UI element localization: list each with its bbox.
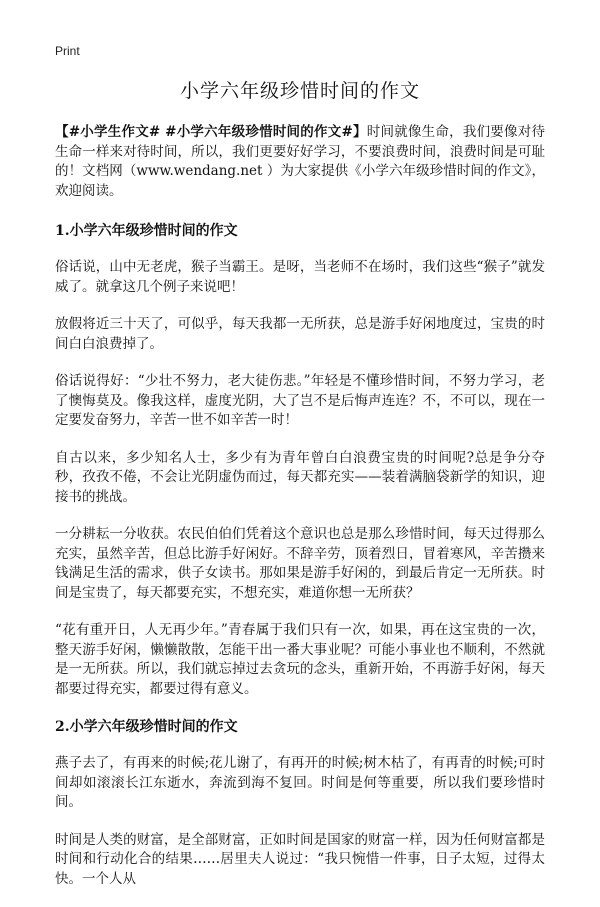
paragraph: 时间是人类的财富，是全部财富，正如时间是国家的财富一样，因为任何财富都是时间和行动化合的结果……居里夫人说过：“我只惋惜一件事，日子太短，过得太快。一个人从 [55, 831, 545, 887]
paragraph: 自古以来，多少知名人士，多少有为青年曾白白浪费宝贵的时间呢?总是争分夺秒，孜孜不倦，不会让光阴虚伪而过，每天都充实——装着满脑袋新学的知识，迎接书的挑战。 [55, 449, 545, 505]
paragraph: 俗话说得好：“少壮不努力，老大徒伤悲。”年轻是不懂珍惜时间，不努力学习，老了懊悔莫及。像我这样，虚度光阴，大了岂不是后悔声连连？不，不可以，现在一定要发奋努力，辛苦一世不如辛苦一时！ [55, 373, 545, 428]
paragraph: 放假将近三十天了，可似乎，每天我都一无所获，总是游手好闲地度过，宝贵的时间白白浪费掉了。 [55, 316, 545, 352]
paragraph: 一分耕耘一分收获。农民伯伯们凭着这个意识也总是那么珍惜时间，每天过得那么充实，虽然辛苦，但总比游手好闲好。不辞辛劳，顶着烈日，冒着寒风，辛苦攒来钱满足生活的需求，供子女读书。那如果是游手好闲的，到最后肯定一无所获。时间是宝贵了，每天都要充实，不想充实，难道你想一无所获？ [55, 526, 545, 601]
section-heading-1: 1.小学六年级珍惜时间的作文 [55, 223, 238, 239]
article-title: 小学六年级珍惜时间的作文 [179, 80, 420, 102]
intro-paragraph [55, 123, 545, 201]
article [55, 78, 545, 907]
print-link[interactable]: Print [55, 44, 80, 58]
paragraph: 俗话说，山中无老虎，猴子当霸王。是呀，当老师不在场时，我们这些“猴子”就发威了。就拿这几个例子来说吧！ [55, 259, 545, 295]
paragraph: “花有重开日，人无再少年。”青春属于我们只有一次，如果，再在这宝贵的一次，整天游手好闲，懒懒散散，怎能干出一番大事业呢？可能小事业也不顺利，不然就是一无所获。所以，我们就忘掉过去贪玩的念头，重新开始，不再游手好闲，每天都要过得充实，都要过得有意义。 [55, 622, 545, 697]
intro-tag: 【#小学生作文# #小学六年级珍惜时间的作文#】 [55, 124, 367, 140]
intro-text: 时间就像生命，我们要像对待生命一样来对待时间，所以，我们更要好好学习，不要浪费时间，浪费时间是可耻的！文档网（www.wendang.net ）为大家提供《小学六年级珍惜时间的作文》，欢迎阅读。 [55, 124, 545, 199]
section-heading-2: 2.小学六年级珍惜时间的作文 [55, 719, 238, 735]
paragraph: 燕子去了，有再来的时候;花儿谢了，有再开的时候;树木枯了，有再青的时候;可时间却如滚滚长江东逝水，奔流到海不复回。时间是何等重要，所以我们要珍惜时间。 [55, 755, 545, 810]
